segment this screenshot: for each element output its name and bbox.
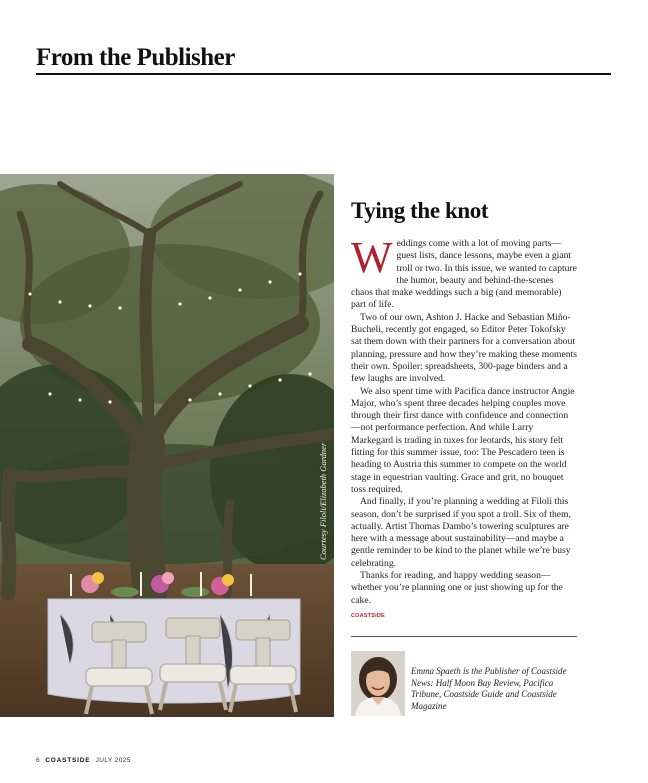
article-paragraph: Thanks for reading, and happy wedding season—whether you’re planning one or just showing up for the cake.: [351, 570, 563, 606]
section-title: From the Publisher: [36, 44, 235, 71]
publisher-bio: Emma Spaeth is the Publisher of Coastside News: Half Moon Bay Review, Pacifica Tribune, Coastside Guide and Coastside Magazine: [411, 666, 567, 711]
bio-divider: [351, 636, 577, 637]
article-paragraph: Two of our own, Ashton J. Hacke and Sebastian Miño-Bucheli, recently got engaged, so Editor Peter Tokofsky sat them down with their partners for a conversation about planning, pressure and how they’re making these moments their own. Spoiler: spreadsheets, 300-page binders and a few laughs are involved.: [351, 311, 577, 385]
page-number: 6: [36, 757, 41, 764]
article-paragraph: And finally, if you’re planning a wedding at Filoli this season, don’t be surprised if you spot a troll. Six of them, actually. Artist Thomas Dambo’s towering sculptures are here with a message about sustainability—and maybe a gentle reminder to be kind to the planet while we’re busy celebrating.: [351, 496, 571, 569]
article-headline: Tying the knot: [351, 198, 489, 223]
drop-cap: W: [351, 233, 393, 282]
footer-issue: JULY 2025: [95, 757, 131, 764]
footer-brand: COASTSIDE: [45, 757, 91, 764]
signoff-logo: COASTSIDE: [351, 612, 385, 619]
publisher-headshot: [351, 651, 405, 716]
article-paragraph: Weddings come with a lot of moving parts—guest lists, dance lessons, maybe even a giant troll or two. In this issue, we wanted to capture the humor, beauty and behind-the-scenes chaos that make weddings such a big (and memorable) part of life.: [351, 233, 577, 311]
article-body: [351, 233, 577, 622]
wedding-photo: [0, 174, 334, 717]
photo-credit: Courtesy Filoli/Elizabeth Gardner: [318, 442, 328, 560]
page-footer: [36, 757, 131, 764]
title-rule: [36, 73, 611, 75]
article-paragraph: We also spent time with Pacifica dance instructor Angie Major, who’s spent three decades helping couples move through their first dance with confidence and connection—not performance perfection. And while Larry Markegard is trading in tuxes for leotards, his story felt fitting for this summer issue, too: The Pescadero teen is heading to Austria this summer to compete on the world stage in equestrian vaulting. Grace and grit, no bouquet toss required.: [351, 385, 575, 495]
